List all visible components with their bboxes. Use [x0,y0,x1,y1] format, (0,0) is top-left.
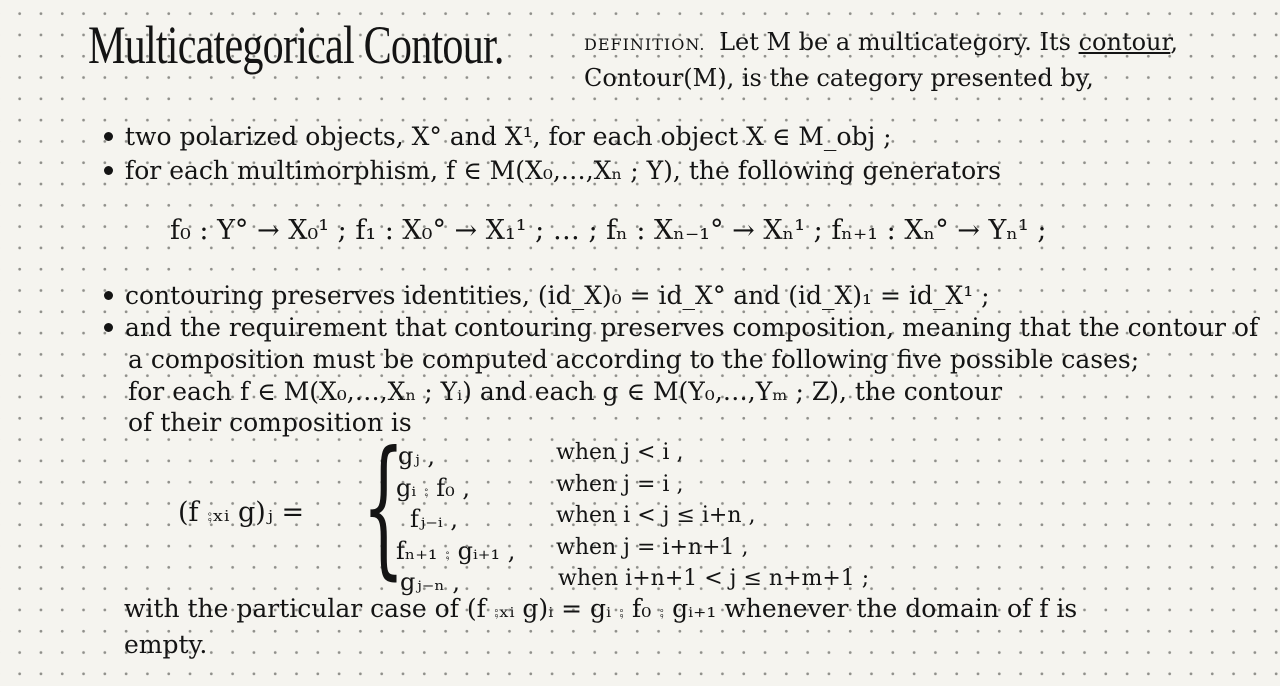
closing-line: with the particular case of (f ⨾ₓᵢ g)ᵢ = gᵢ ⨾ f₀ ⨾ gᵢ₊₁ whenever the domain of f is [124,594,1078,623]
case-value: fⱼ₋ᵢ , [410,505,458,533]
bullet-item [104,124,892,149]
paragraph-line: of their composition is [128,408,412,437]
left-brace-icon: { [362,420,405,594]
bullet-text: contouring preserves identities, (id_X)₀ = id_X° and (id_X)₁ = id_X¹ ; [125,281,990,310]
bullet-text: for each multimorphism, f ∈ M(X₀,…,Xₙ ; Y), the following generators [125,156,1001,185]
definition-term: contour [1078,28,1171,56]
composition-lhs: (f ⨾ₓᵢ g)ⱼ = [178,497,305,528]
bullet-item [104,283,990,308]
case-condition: when j = i , [556,472,684,497]
page-title: Multicategorical Contour. [88,15,504,75]
case-condition: when i < j ≤ i+n , [556,503,756,528]
case-value: fₙ₊₁ ⨾ gᵢ₊₁ , [396,537,516,565]
bullet-text: and the requirement that contouring preserves composition, meaning that the contour of [125,313,1259,342]
bullet-text: two polarized objects, X° and X¹, for each object X ∈ M_obj ; [125,122,892,151]
case-condition: when j = i+n+1 , [556,535,749,560]
bullet-dot-icon [104,291,113,300]
definition-text-1: Let M be a multicategory. Its [719,28,1079,56]
closing-line: empty. [124,630,208,659]
definition-line-1 [584,30,1178,54]
paragraph-line: for each f ∈ M(X₀,…,Xₙ ; Yᵢ) and each g ∈ M(Y₀,…,Yₘ ; Z), the contour [128,377,1003,406]
case-condition: when j < i , [556,440,684,465]
bullet-dot-icon [104,132,113,141]
definition-line-2: Contour(M), is the category presented by, [584,64,1094,92]
generators-line: f₀ : Y° → X₀¹ ; f₁ : X₀° → X₁¹ ; … ; fₙ : Xₙ₋₁° → Xₙ¹ ; fₙ₊₁ : Xₙ° → Yₙ¹ ; [170,215,1047,246]
case-condition: when i+n+1 < j ≤ n+m+1 ; [558,566,870,591]
bullet-item [104,158,1001,183]
bullet-item [104,315,1258,340]
paragraph-line: a composition must be computed according to the following five possible cases; [128,345,1140,374]
case-value: gᵢ ⨾ f₀ , [396,474,471,502]
definition-label: DEFINITION. [584,35,706,54]
definition-comma: , [1170,28,1178,56]
bullet-dot-icon [104,323,113,332]
bullet-dot-icon [104,166,113,175]
case-value: gⱼ₋ₙ , [400,568,461,596]
case-value: gⱼ , [398,442,435,470]
